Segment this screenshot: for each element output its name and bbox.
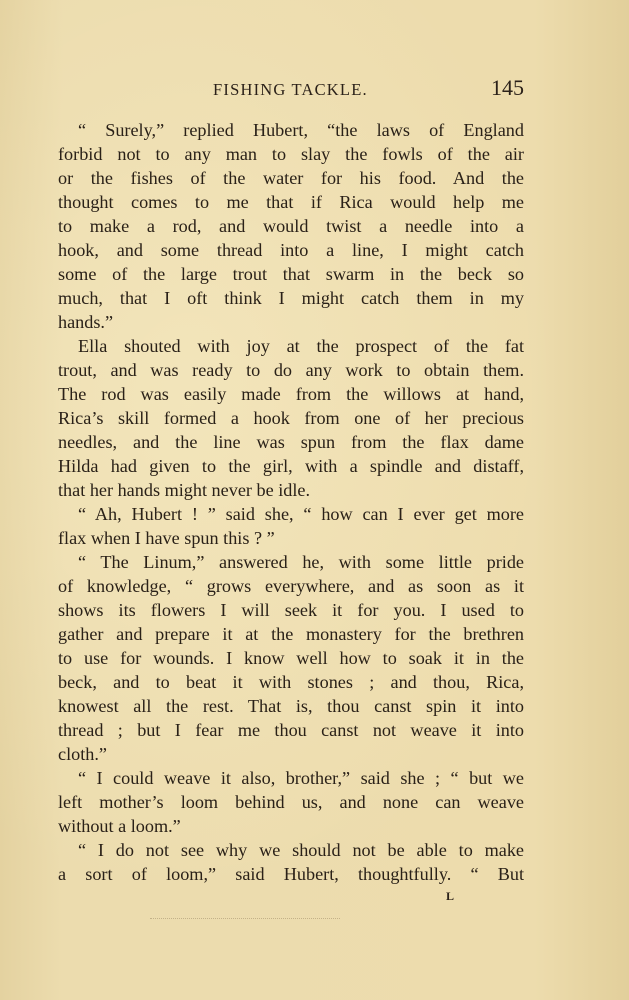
text-line: Hilda had given to the girl, with a spindle and distaff, (58, 456, 524, 476)
body-text (58, 118, 524, 886)
text-line: forbid not to any man to slay the fowls of the air (58, 144, 524, 164)
text-line: trout, and was ready to do any work to obtain them. (58, 360, 524, 380)
signature-mark: L (446, 889, 455, 903)
running-head (58, 75, 524, 106)
text-line: much, that I oft think I might catch them in my (58, 288, 524, 308)
text-line: thought comes to me that if Rica would help me (58, 192, 524, 212)
text-line: shows its flowers I will seek it for you. I used to (58, 600, 524, 620)
text-line: some of the large trout that swarm in the beck so (58, 264, 524, 284)
text-line: Ella shouted with joy at the prospect of the fat (78, 336, 524, 356)
text-line: flax when I have spun this ? ” (58, 528, 275, 548)
text-line: left mother’s loom behind us, and none can weave (58, 792, 524, 812)
text-line: cloth.” (58, 744, 107, 764)
text-line: “ Surely,” replied Hubert, “the laws of England (78, 120, 524, 140)
text-line: hands.” (58, 312, 114, 332)
text-line: knowest all the rest. That is, thou canst spin it into (58, 696, 524, 716)
text-line: Rica’s skill formed a hook from one of her precious (58, 408, 524, 428)
text-line: a sort of loom,” said Hubert, thoughtfully. “ But (58, 864, 524, 884)
text-line: “ I do not see why we should not be able to make (78, 840, 524, 860)
text-line: without a loom.” (58, 816, 181, 836)
running-title: FISHING TACKLE. (213, 80, 368, 99)
text-line: to make a rod, and would twist a needle into a (58, 216, 524, 236)
text-line: “ I could weave it also, brother,” said she ; “ but we (78, 768, 524, 788)
text-line: of knowledge, “ grows everywhere, and as soon as it (58, 576, 524, 596)
text-line: that her hands might never be idle. (58, 480, 311, 500)
text-line: beck, and to beat it with stones ; and thou, Rica, (58, 672, 524, 692)
text-line: gather and prepare it at the monastery for the brethren (58, 624, 524, 644)
text-line: “ The Linum,” answered he, with some little pride (78, 552, 524, 572)
text-line: or the fishes of the water for his food. And the (58, 168, 524, 188)
text-line: to use for wounds. I know well how to soak it in the (58, 648, 524, 668)
text-line: hook, and some thread into a line, I might catch (58, 240, 524, 260)
page-number: 145 (491, 75, 524, 100)
foot-rule (150, 918, 340, 919)
text-line: thread ; but I fear me thou canst not weave it into (58, 720, 524, 740)
text-line: The rod was easily made from the willows at hand, (58, 384, 524, 404)
text-line: needles, and the line was spun from the flax dame (58, 432, 524, 452)
text-line: “ Ah, Hubert ! ” said she, “ how can I ever get more (78, 504, 524, 524)
